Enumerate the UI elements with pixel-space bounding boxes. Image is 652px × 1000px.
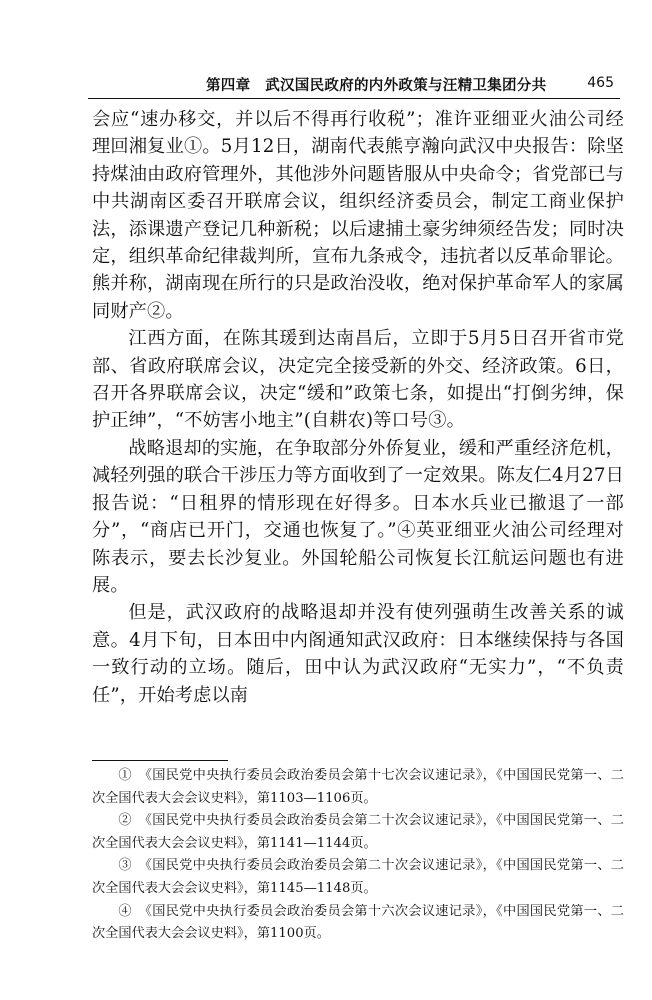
running-title: 第四章 武汉国民政府的内外政策与汪精卫集团分共 — [206, 78, 547, 94]
paragraph: 会应“速办移交，并以后不得再行收税”；准许亚细亚火油公司经理回湘复业①。5月12日，湖南代表熊亨瀚向武汉中央报告：除坚持煤油由政府管理外，其他涉外问题皆服从中央命令；省党部已与中共湖南区委召开联席会议，组织经济委员会，制定工商业保护法，添课遗产登记几种新税；以后逮捕土豪劣绅须经告发；同时决定，组织革命纪律裁判所，宣布九条戒令，违抗者以反革命罪论。熊并称，湖南现在所行的只是政治没收，绝对保护革命军人的家属同财产②。 — [92, 109, 624, 322]
footnote: ② 《国民党中央执行委员会政治委员会第二十次会议速记录》，《中国国民党第一、二次全国代表大会会议史料》，第1141—1144页。 — [92, 813, 624, 851]
paragraph: 战略退却的实施，在争取部分外侨复业，缓和严重经济危机，减轻列强的联合干涉压力等方面收到了一定效果。陈友仁4月27日报告说：“日租界的情形现在好得多。日本水兵业已撤退了一部分”，“商店已开门，交通也恢复了。”④英亚细亚火油公司经理对陈表示，要去长沙复业。外国轮船公司恢复长江航运问题也有进展。 — [92, 437, 624, 596]
footnotes — [92, 765, 624, 946]
paragraph: 但是，武汉政府的战略退却并没有使列强萌生改善关系的诚意。4月下旬，日本田中内阁通知武汉政府：日本继续保持与各国一致行动的立场。随后，田中认为武汉政府“无实力”，“不负责任”，开始考虑以南 — [92, 602, 624, 706]
paragraph: 江西方面，在陈其瑗到达南昌后，立即于5月5日召开省市党部、省政府联席会议，决定完全接受新的外交、经济政策。6日，召开各界联席会议，决定“缓和”政策七条，如提出“打倒劣绅，保护正绅”，“不妨害小地主”(自耕农)等口号③。 — [92, 328, 624, 432]
footnote: ① 《国民党中央执行委员会政治委员会第十七次会议速记录》，《中国国民党第一、二次全国代表大会会议史料》，第1103—1106页。 — [92, 768, 624, 806]
footnote: ③ 《国民党中央执行委员会政治委员会第二十次会议速记录》，《中国国民党第一、二次全国代表大会会议史料》，第1145—1148页。 — [92, 858, 624, 896]
running-header — [88, 72, 620, 99]
footnote-divider — [92, 760, 228, 761]
footnote: ④ 《国民党中央执行委员会政治委员会第十六次会议速记录》，《中国国民党第一、二次全国代表大会会议史料》，第1100页。 — [92, 903, 624, 942]
main-text — [92, 106, 624, 709]
page-number: 465 — [587, 75, 614, 91]
